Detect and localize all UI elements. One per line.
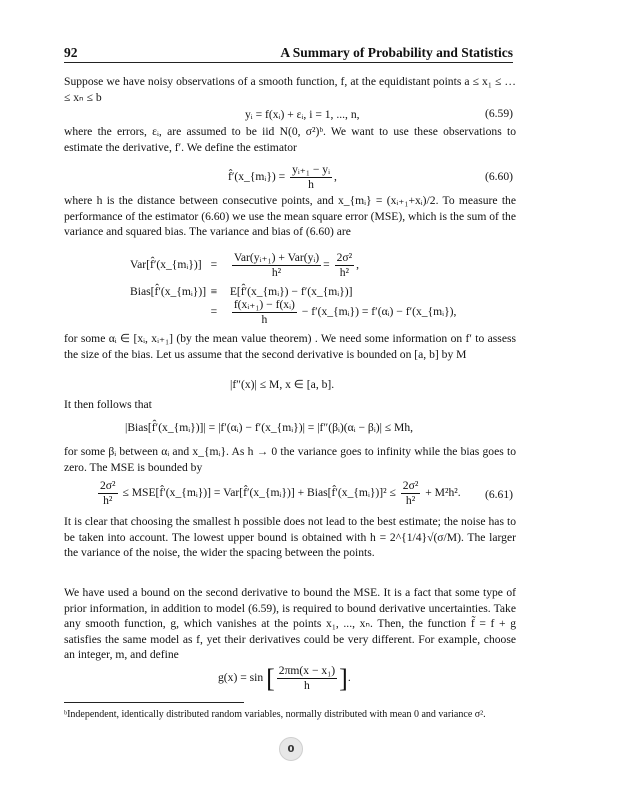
bias-expansion-relation: = — [210, 305, 218, 319]
bias-lhs: Bias[f̂′(x_{mᵢ})] — [130, 285, 207, 298]
paragraph-5: It then follows that — [64, 398, 152, 411]
equation-number-6-59: (6.59) — [484, 107, 513, 120]
fraction-numerator: yᵢ₊₁ − yᵢ — [292, 163, 330, 176]
paragraph-8: We have used a bound on the second derivative to bound the MSE. It is a fact that some type of prior information, in addition to model (6.59), is required to bound derivative uncertainties. Take any smooth function, g, which vanishes at the points x₁, ..., xₙ. Then, the function f̃ = f + g satisfies the same model as f, yet their derivatives could be very different. For example, choose an integer, m, and define — [64, 586, 516, 661]
chapter-title: A Summary of Probability and Statistics — [280, 45, 513, 60]
fraction-denominator: h² — [405, 494, 416, 507]
equation-6-60-fraction — [290, 163, 332, 192]
footnote: ᵇIndependent, identically distributed random variables, normally distributed with mean 0 and variance σ². — [64, 709, 486, 720]
mse-upper-fraction — [401, 479, 421, 508]
page-badge[interactable]: 0 — [279, 737, 303, 761]
g-lhs: g(x) = sin — [218, 671, 264, 685]
equation-6-60: f̂′(x_{mᵢ}) = $\frac{\text{yᵢ₊₁ − yᵢ}}{h}$ , — [228, 163, 337, 191]
paragraph-7: It is clear that choosing the smallest h possible does not lead to the best estimate; the noise has to be taken into account. The lowest upper bound is obtained with h = 2^{1/4}√(σ/M). The larger the variance of the noise, the wider the spacing between the points. — [64, 515, 516, 559]
variance-rhs-fraction — [335, 251, 355, 280]
paragraph-4: for some αᵢ ∈ [xᵢ, xᵢ₊₁] (by the mean value theorem) . We need some information on f′ to assess the size of the bias. Let us assume that the second derivative is bounded on [a, b] by M — [64, 332, 516, 361]
paragraph-2: where the errors, εᵢ, are assumed to be iid N(0, σ²)ᵇ. We want to use these observations to estimate the derivative, f′. We define the estimator — [64, 125, 516, 154]
fraction-numerator: Var(yᵢ₊₁) + Var(yᵢ) — [233, 251, 320, 264]
fraction-denominator: h² — [103, 494, 113, 507]
fraction-numerator: 2πm(x − x₁) — [278, 664, 336, 677]
mse-tail: + M²h². — [425, 486, 461, 500]
second-derivative-bound: |f″(x)| ≤ M, x ∈ [a, b]. — [230, 378, 335, 391]
fraction-denominator: h — [308, 178, 314, 191]
fraction-numerator: 2σ² — [100, 479, 116, 492]
fraction-denominator: h² — [339, 266, 349, 279]
variance-lhs: Var[f̂′(x_{mᵢ})] — [130, 258, 202, 272]
equation-number-6-61: (6.61) — [484, 488, 513, 501]
equation-6-61 — [96, 479, 461, 508]
equation-6-60-lhs: f̂′(x_{mᵢ}) = — [228, 170, 286, 184]
fraction-numerator: f(xᵢ₊₁) − f(xᵢ) — [233, 298, 295, 311]
g-fraction — [277, 664, 337, 693]
fraction-denominator: h² — [271, 266, 282, 279]
variance-equation: Var[f̂′(x_{mᵢ})] = $\frac{\text{Var(yᵢ₊₁) + Var(yᵢ)}}{\text{h²}}$ = $\frac{\text{2σ²}}{\text{h²}}$ , — [130, 251, 359, 279]
page-number: 92 — [64, 45, 78, 60]
fraction-denominator: h — [304, 679, 310, 692]
fraction-numerator: 2σ² — [402, 479, 419, 492]
fraction-numerator: 2σ² — [336, 251, 353, 264]
bias-equation — [130, 284, 352, 299]
fraction-denominator: h — [261, 313, 268, 326]
bias-fraction — [232, 298, 297, 327]
g-tail: . — [347, 671, 351, 685]
mse-lower-fraction — [98, 479, 118, 508]
bias-relation: ≡ — [210, 285, 218, 298]
paragraph-6: for some βᵢ between αᵢ and x_{mᵢ}. As h → 0 the variance goes to infinity while the bias goes to zero. The MSE is bounded by — [64, 445, 516, 474]
equation-6-59: yᵢ = f(xᵢ) + εᵢ, i = 1, ..., n, — [245, 108, 360, 121]
equation-number-6-60: (6.60) — [484, 170, 513, 183]
bias-rhs: E[f̂′(x_{mᵢ}) − f′(x_{mᵢ})] — [229, 285, 353, 298]
g-definition: g(x) = sin [ $\frac{\text{2πm(x − x₁)}}{h}$ ]. — [218, 664, 351, 693]
paragraph-3: where h is the distance between consecutive points, and x_{mᵢ} = (xᵢ₊₁+xᵢ)/2. To measure the performance of the estimator (6.60) we use the mean square error (MSE), which is the sum of the variance and squared bias. The variance and bias of (6.60) are — [64, 194, 516, 238]
footnote-rule — [64, 702, 244, 703]
variance-fraction — [232, 251, 321, 280]
running-header — [64, 41, 513, 61]
bias-expansion — [130, 298, 456, 327]
paragraph-1: Suppose we have noisy observations of a smooth function, f, at the equidistant points a ≤ x₁ ≤ … ≤ xₙ ≤ b — [64, 75, 516, 104]
variance-relation: = — [210, 258, 218, 272]
bias-expansion-rhs: − f′(x_{mᵢ}) = f′(αᵢ) − f′(x_{mᵢ}), — [301, 305, 457, 319]
header-rule — [64, 62, 513, 63]
mse-middle: ≤ MSE[f̂′(x_{mᵢ})] = Var[f̂′(x_{mᵢ})] + Bias[f̂′(x_{mᵢ})]² ≤ — [122, 486, 396, 500]
absolute-bias-equation: |Bias[f̂′(x_{mᵢ})]| = |f′(αᵢ) − f′(x_{mᵢ})| = |f″(βᵢ)(αᵢ − βᵢ)| ≤ Mh, — [125, 421, 414, 434]
